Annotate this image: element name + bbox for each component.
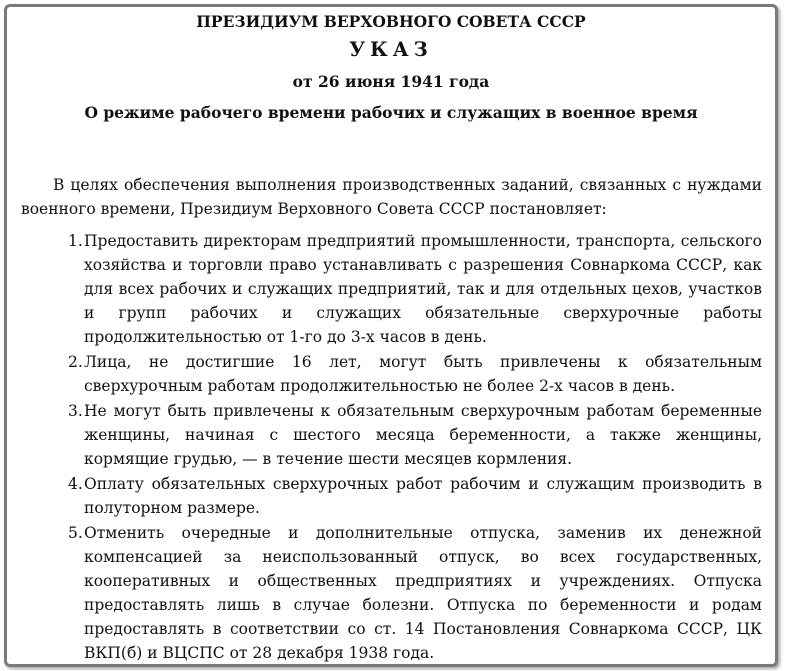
item-number: 1.: [68, 232, 83, 250]
document-date: от 26 июня 1941 года: [292, 72, 490, 91]
decree-item-1: [21, 229, 762, 349]
document-frame: [4, 4, 778, 667]
item-number: 5.: [68, 524, 83, 542]
item-text: Предоставить директорам предприятий промышленности, транспорта, сельского хозяйства и торговли право устанавливать с разрешения Совнаркома СССР, как для всех рабочих и служащих предприятий, так и для отдельных цехов, участков и групп рабочих и служащих обязательные сверхурочные работы продолжительностью от 1-го до 3-х часов в день.: [84, 232, 762, 346]
item-text: Не могут быть привлечены к обязательным сверхурочным работам беременные женщины, начиная с шестого месяца беременности, а также женщины, кормящие грудью, — в течение шести месяцев кормления.: [84, 402, 762, 468]
document-title: О режиме рабочего времени рабочих и служащих в военное время: [84, 103, 698, 122]
item-text: Отменить очередные и дополнительные отпуска, заменив их денежной компенсацией за неиспользованный отпуск, во всех государственных, кооперативных и общественных предприятиях и учреждениях. Отпуска предоставлять лишь в случае болезни. Отпуска по беременности и родам предоставлять в соответствии со ст. 14 Постановления Совнаркома СССР, ЦК ВКП(б) и ВЦСПС от 28 декабря 1938 года.: [84, 524, 762, 662]
document-type: УКАЗ: [349, 38, 433, 61]
decree-item-5: [21, 521, 762, 665]
issuing-organ: ПРЕЗИДИУМ ВЕРХОВНОГО СОВЕТА СССР: [196, 12, 586, 31]
decree-item-2: [21, 350, 762, 398]
decree-item-4: [21, 472, 762, 520]
decree-items-list: [21, 229, 762, 666]
decree-item-3: [21, 399, 762, 471]
item-text: Оплату обязательных сверхурочных работ рабочим и служащим производить в полуторном размере.: [84, 475, 762, 517]
item-number: 4.: [68, 475, 83, 493]
item-number: 2.: [68, 353, 83, 371]
item-number: 3.: [68, 402, 83, 420]
item-text: Лица, не достигшие 16 лет, могут быть привлечены к обязательным сверхурочным работам продолжительностью не более 2-х часов в день.: [84, 353, 762, 395]
intro-paragraph: В целях обеспечения выполнения производственных заданий, связанных с нуждами военного времени, Президиум Верховного Совета СССР постановляет:: [21, 176, 762, 218]
